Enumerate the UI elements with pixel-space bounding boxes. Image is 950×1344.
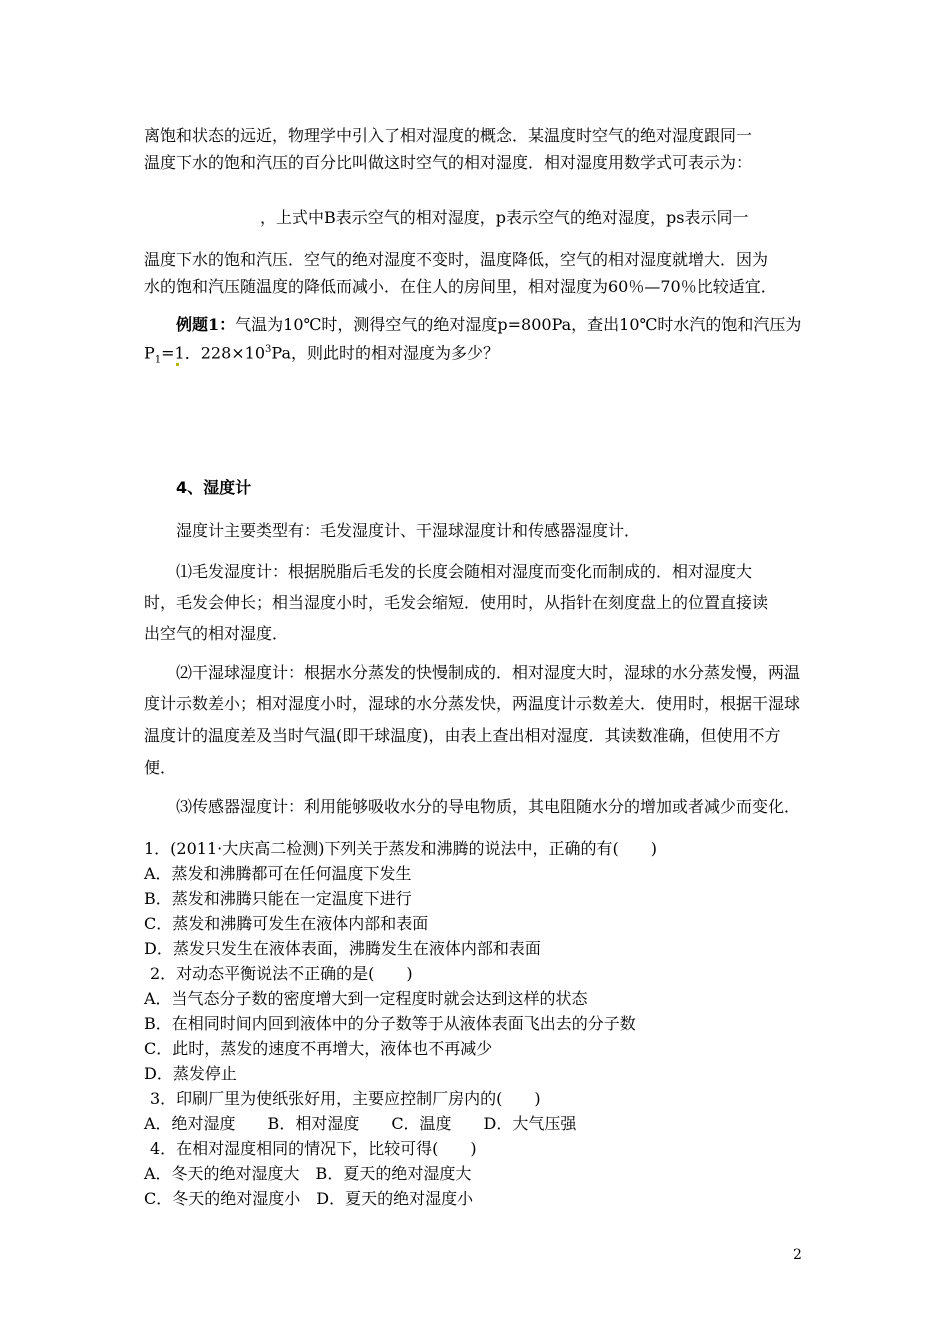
example-question: Pa，则此时的相对湿度为多少？	[271, 343, 500, 363]
intro-line-4: 温度下水的饱和汽压．空气的绝对湿度不变时，温度降低，空气的相对湿度就增大．因为	[144, 250, 769, 269]
example-line-1	[176, 315, 801, 335]
section-4-intro: 湿度计主要类型有：毛发湿度计、干湿球湿度计和传感器湿度计．	[176, 521, 641, 540]
page-number: 2	[793, 1247, 802, 1263]
question-4-options-cd: C．冬天的绝对湿度小 D．夏天的绝对湿度小	[144, 1189, 474, 1208]
intro-line-5: 水的饱和汽压随温度的降低而减小．在住人的房间里，相对湿度为60％—70％比较适宜．	[144, 277, 777, 296]
wet-dry-line-3: 温度计的温度差及当时气温(即干球温度)，由表上查出相对湿度．其读数准确，但使用不方	[144, 726, 781, 745]
hair-hygrometer-line-1: ⑴毛发湿度计：根据脱脂后毛发的长度会随相对湿度而变化而制成的．相对湿度大	[176, 562, 753, 581]
sensor-hygrometer-line: ⑶传感器湿度计：利用能够吸收水分的导电物质，其电阻随水分的增加或者减少而变化．	[176, 797, 801, 816]
question-1-option-a: A．蒸发和沸腾都可在任何温度下发生	[144, 864, 412, 883]
question-3: 3．印刷厂里为使纸张好用，主要应控制厂房内的( )	[150, 1089, 541, 1108]
p-value: =1．228×10	[161, 343, 266, 363]
question-1-option-c: C．蒸发和沸腾可发生在液体内部和表面	[144, 914, 429, 933]
marker-dot	[176, 363, 179, 366]
wet-dry-line-1: ⑵干湿球湿度计：根据水分蒸发的快慢制成的．相对湿度大时，湿球的水分蒸发慢，两温	[176, 663, 801, 682]
wet-dry-line-4: 便．	[144, 758, 177, 777]
question-1: 1．(2011·大庆高二检测)下列关于蒸发和沸腾的说法中，正确的有( )	[144, 839, 657, 858]
example-label: 例题1：	[176, 315, 236, 334]
question-4: 4．在相对湿度相同的情况下，比较可得( )	[150, 1139, 477, 1158]
p-subscript: 1	[154, 354, 162, 366]
question-4-options-ab: A．冬天的绝对湿度大 B．夏天的绝对湿度大	[144, 1164, 472, 1183]
p-symbol: P	[144, 343, 155, 363]
question-1-option-b: B．蒸发和沸腾只能在一定温度下进行	[144, 889, 412, 908]
p-exponent: 3	[265, 344, 272, 355]
section-4-heading: 4、湿度计	[176, 478, 252, 497]
question-3-options: A．绝对湿度 B．相对湿度 C．温度 D．大气压强	[144, 1114, 577, 1133]
hair-hygrometer-line-2: 时，毛发会伸长；相当湿度小时，毛发会缩短．使用时，从指针在刻度盘上的位置直接读	[144, 593, 769, 612]
question-2-option-b: B．在相同时间内回到液体中的分子数等于从液体表面飞出去的分子数	[144, 1014, 636, 1033]
intro-line-2: 温度下水的饱和汽压的百分比叫做这时空气的相对湿度．相对湿度用数学式可表示为：	[144, 153, 753, 172]
question-1-option-d: D．蒸发只发生在液体表面，沸腾发生在液体内部和表面	[144, 939, 541, 958]
question-2-option-c: C．此时，蒸发的速度不再增大，液体也不再减少	[144, 1039, 493, 1058]
intro-line-1: 离饱和状态的远近，物理学中引入了相对湿度的概念．某温度时空气的绝对湿度跟同一	[144, 126, 753, 145]
example-line-2	[144, 340, 499, 371]
question-2: 2．对动态平衡说法不正确的是( )	[150, 964, 413, 983]
question-2-option-a: A．当气态分子数的密度增大到一定程度时就会达到这样的状态	[144, 989, 588, 1008]
hair-hygrometer-line-3: 出空气的相对湿度．	[144, 624, 289, 643]
intro-line-3: ，上式中B表示空气的相对湿度，p表示空气的绝对湿度，ps表示同一	[260, 208, 749, 227]
wet-dry-line-2: 度计示数差小；相对湿度小时，湿球的水分蒸发快，两温度计示数差大．使用时，根据干湿球	[144, 694, 801, 713]
question-2-option-d: D．蒸发停止	[144, 1064, 237, 1083]
example-text: 气温为10℃时，测得空气的绝对湿度p=800Pa，查出10℃时水汽的饱和汽压为	[235, 315, 802, 334]
